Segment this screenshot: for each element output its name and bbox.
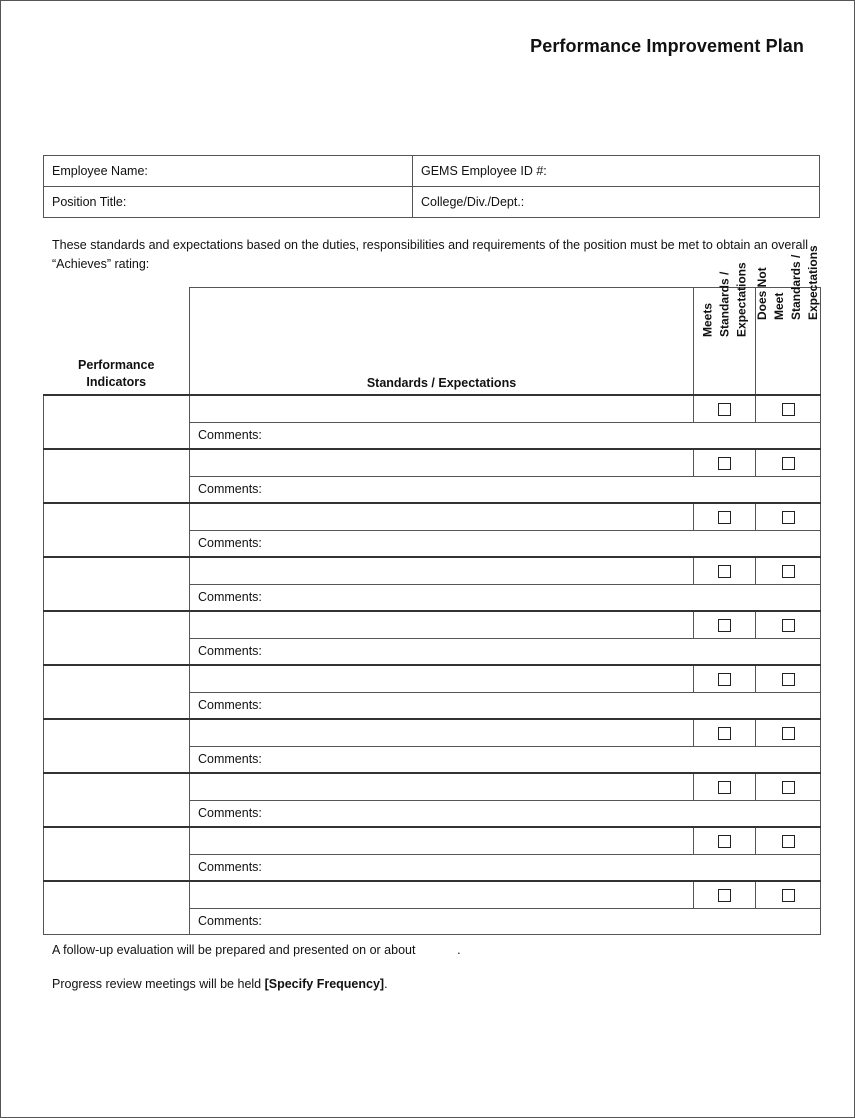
meets-cell bbox=[694, 395, 756, 423]
indicator-cell[interactable] bbox=[44, 449, 190, 503]
header-standards: Standards / Expectations bbox=[190, 288, 694, 395]
indicator-row bbox=[44, 773, 821, 801]
meets-cell bbox=[694, 719, 756, 747]
indicator-cell[interactable] bbox=[44, 881, 190, 935]
indicator-row bbox=[44, 665, 821, 693]
indicator-row bbox=[44, 557, 821, 585]
not-meet-checkbox[interactable] bbox=[782, 889, 795, 902]
indicator-cell[interactable] bbox=[44, 827, 190, 881]
comments-cell[interactable]: Comments: bbox=[190, 854, 821, 881]
not-meet-checkbox[interactable] bbox=[782, 511, 795, 524]
standard-cell[interactable] bbox=[190, 557, 694, 585]
not-meet-checkbox[interactable] bbox=[782, 781, 795, 794]
not-meet-cell bbox=[756, 827, 821, 855]
progress-prefix: Progress review meetings will be held bbox=[52, 977, 265, 991]
meets-cell bbox=[694, 611, 756, 639]
comments-cell[interactable]: Comments: bbox=[190, 584, 821, 611]
meets-checkbox[interactable] bbox=[718, 511, 731, 524]
indicator-cell[interactable] bbox=[44, 773, 190, 827]
performance-table-body bbox=[44, 395, 821, 935]
comments-cell[interactable]: Comments: bbox=[190, 476, 821, 503]
intro-text: These standards and expectations based on the duties, responsibilities and requirements of the position must be met to obtain an overall “Achieves” rating: bbox=[52, 238, 809, 271]
not-meet-cell bbox=[756, 881, 821, 909]
indicator-row bbox=[44, 503, 821, 531]
not-meet-checkbox[interactable] bbox=[782, 673, 795, 686]
indicator-cell[interactable] bbox=[44, 395, 190, 449]
comments-cell[interactable]: Comments: bbox=[190, 422, 821, 449]
standard-cell[interactable] bbox=[190, 665, 694, 693]
meets-checkbox[interactable] bbox=[718, 565, 731, 578]
not-meet-checkbox[interactable] bbox=[782, 565, 795, 578]
meets-cell bbox=[694, 557, 756, 585]
not-meet-checkbox[interactable] bbox=[782, 619, 795, 632]
indicator-cell[interactable] bbox=[44, 611, 190, 665]
comments-cell[interactable]: Comments: bbox=[190, 638, 821, 665]
indicator-row bbox=[44, 611, 821, 639]
standard-cell[interactable] bbox=[190, 773, 694, 801]
not-meet-checkbox[interactable] bbox=[782, 727, 795, 740]
not-meet-cell bbox=[756, 773, 821, 801]
meets-cell bbox=[694, 773, 756, 801]
meets-checkbox[interactable] bbox=[718, 619, 731, 632]
header-performance-indicators-label: Performance Indicators bbox=[78, 357, 155, 389]
header-meets-label: Meets Standards / Expectations bbox=[700, 261, 748, 337]
header-meets bbox=[694, 261, 756, 395]
meets-checkbox[interactable] bbox=[718, 673, 731, 686]
standard-cell[interactable] bbox=[190, 827, 694, 855]
indicator-cell[interactable] bbox=[44, 665, 190, 719]
meets-checkbox[interactable] bbox=[718, 727, 731, 740]
indicator-row bbox=[44, 449, 821, 477]
not-meet-checkbox[interactable] bbox=[782, 835, 795, 848]
document-title: Performance Improvement Plan bbox=[530, 36, 804, 56]
comments-cell[interactable]: Comments: bbox=[190, 692, 821, 719]
indicator-row bbox=[44, 719, 821, 747]
meets-cell bbox=[694, 827, 756, 855]
not-meet-cell bbox=[756, 719, 821, 747]
not-meet-cell bbox=[756, 611, 821, 639]
comments-cell[interactable]: Comments: bbox=[190, 908, 821, 934]
not-meet-checkbox[interactable] bbox=[782, 403, 795, 416]
standard-cell[interactable] bbox=[190, 503, 694, 531]
followup-text: A follow-up evaluation will be prepared and presented on or about . bbox=[52, 943, 461, 957]
employee-name-field[interactable]: Employee Name: bbox=[44, 156, 413, 187]
header-performance-indicators bbox=[44, 288, 190, 395]
progress-suffix: . bbox=[384, 977, 388, 991]
indicator-row bbox=[44, 881, 821, 909]
meets-checkbox[interactable] bbox=[718, 781, 731, 794]
standard-cell[interactable] bbox=[190, 395, 694, 423]
not-meet-cell bbox=[756, 449, 821, 477]
comments-cell[interactable]: Comments: bbox=[190, 530, 821, 557]
not-meet-cell bbox=[756, 395, 821, 423]
indicator-row bbox=[44, 827, 821, 855]
position-title-field[interactable]: Position Title: bbox=[44, 187, 413, 218]
meets-cell bbox=[694, 881, 756, 909]
standard-cell[interactable] bbox=[190, 611, 694, 639]
not-meet-checkbox[interactable] bbox=[782, 457, 795, 470]
indicator-cell[interactable] bbox=[44, 557, 190, 611]
header-does-not-meet-label: Does Not Meet Standards / Expectations bbox=[755, 244, 820, 320]
standard-cell[interactable] bbox=[190, 881, 694, 909]
meets-cell bbox=[694, 665, 756, 693]
meets-checkbox[interactable] bbox=[718, 457, 731, 470]
employee-id-field[interactable]: GEMS Employee ID #: bbox=[413, 156, 820, 187]
indicator-cell[interactable] bbox=[44, 503, 190, 557]
meets-checkbox[interactable] bbox=[718, 889, 731, 902]
progress-frequency[interactable]: [Specify Frequency] bbox=[264, 977, 385, 991]
meets-checkbox[interactable] bbox=[718, 835, 731, 848]
college-field[interactable]: College/Div./Dept.: bbox=[413, 187, 820, 218]
comments-cell[interactable]: Comments: bbox=[190, 800, 821, 827]
meets-cell bbox=[694, 449, 756, 477]
progress-text bbox=[52, 977, 388, 991]
not-meet-cell bbox=[756, 665, 821, 693]
meets-checkbox[interactable] bbox=[718, 403, 731, 416]
indicator-row bbox=[44, 395, 821, 423]
standard-cell[interactable] bbox=[190, 449, 694, 477]
standard-cell[interactable] bbox=[190, 719, 694, 747]
meets-cell bbox=[694, 503, 756, 531]
header-does-not-meet bbox=[755, 244, 821, 395]
employee-info-table bbox=[43, 155, 820, 218]
not-meet-cell bbox=[756, 557, 821, 585]
not-meet-cell bbox=[756, 503, 821, 531]
comments-cell[interactable]: Comments: bbox=[190, 746, 821, 773]
indicator-cell[interactable] bbox=[44, 719, 190, 773]
